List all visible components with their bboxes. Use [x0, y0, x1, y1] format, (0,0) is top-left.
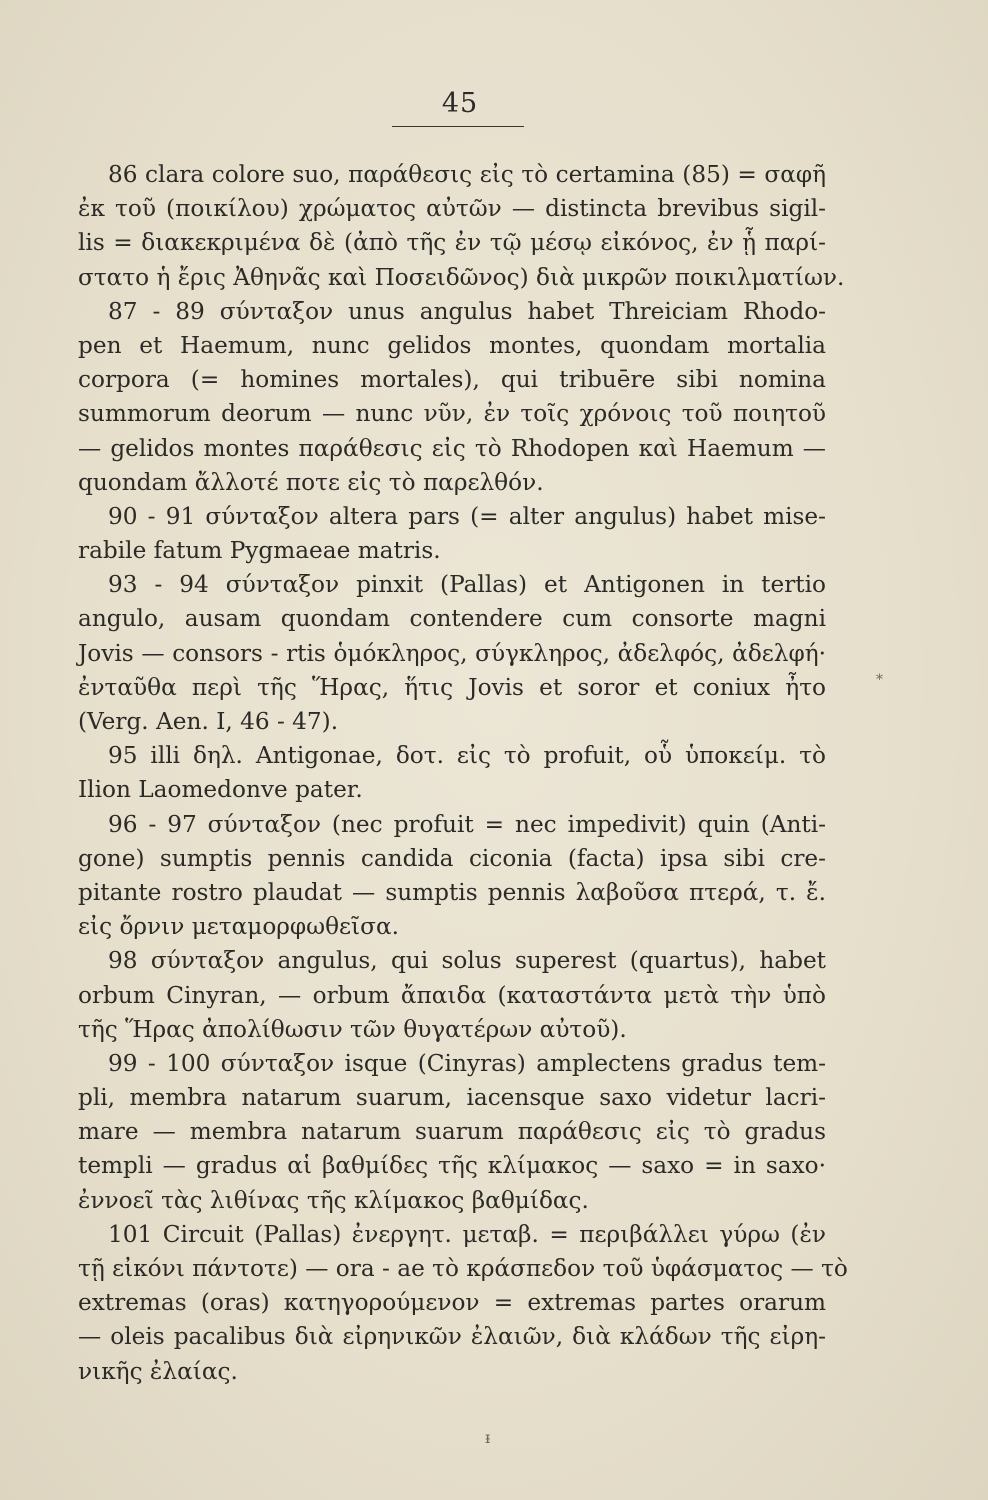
- text-line: Jovis — consors - rtis ὁμόκληρος, σύγκληρος, ἀδελφός, ἀδελφή·: [78, 639, 826, 667]
- text-line: εἰς ὄρνιν μεταμορφωθεῖσα.: [78, 913, 400, 941]
- text-line: 99 - 100 σύνταξον isque (Cinyras) amplectens gradus tem-: [108, 1049, 826, 1077]
- text-line: ἐννοεῖ τὰς λιθίνας τῆς κλίμακος βαθμίδας.: [78, 1186, 589, 1214]
- text-line: 101 Circuit (Pallas) ἐνεργητ. μεταβ. = περιβάλλει γύρω (ἐν: [108, 1220, 826, 1248]
- text-line: quondam ἄλλοτέ ποτε εἰς τὸ παρελθόν.: [78, 468, 544, 496]
- text-line: angulo, ausam quondam contendere cum consorte magni: [78, 605, 826, 633]
- text-line: orbum Cinyran, — orbum ἄπαιδα (καταστάντα μετὰ τὴν ὑπὸ: [78, 981, 826, 1009]
- text-line: (Verg. Aen. I, 46 - 47).: [78, 708, 339, 735]
- stray-print-mark: *: [876, 672, 883, 688]
- stray-print-mark: ᵻ: [485, 1428, 491, 1447]
- page-number: 45: [441, 88, 479, 119]
- text-line: Ilion Laomedonve pater.: [78, 776, 363, 804]
- text-line: τῆς Ἥρας ἀπολίθωσιν τῶν θυγατέρων αὐτοῦ).: [78, 1015, 627, 1043]
- text-line: 87 - 89 σύνταξον unus angulus habet Threiciam Rhodo-: [108, 297, 826, 325]
- commentary-text: [78, 158, 848, 1389]
- text-line: 86 clara colore suo, παράθεσις εἰς τὸ certamina (85) = σαφῆ: [108, 161, 826, 188]
- text-line: corpora (= homines mortales), qui tribuēre sibi nomina: [78, 366, 826, 394]
- text-line: rabile fatum Pygmaeae matris.: [78, 537, 441, 565]
- text-line: pli, membra natarum suarum, iacensque saxo videtur lacri-: [78, 1084, 826, 1112]
- text-line: — oleis pacalibus διὰ εἰρηνικῶν ἐλαιῶν, διὰ κλάδων τῆς εἰρη-: [78, 1323, 826, 1351]
- text-line: templi — gradus αἱ βαθμίδες τῆς κλίμακος — saxo = in saxo·: [78, 1152, 826, 1180]
- text-line: extremas (oras) κατηγορούμενον = extremas partes orarum: [78, 1289, 826, 1317]
- text-line: mare — membra natarum suarum παράθεσις εἰς τὸ gradus: [78, 1118, 826, 1146]
- text-line: — gelidos montes παράθεσις εἰς τὸ Rhodopen καὶ Haemum —: [78, 434, 826, 462]
- text-line: ἐνταῦθα περὶ τῆς Ἥρας, ἥτις Jovis et soror et coniux ἦτο: [78, 673, 826, 701]
- text-line: νικῆς ἐλαίας.: [78, 1357, 238, 1385]
- text-line: pen et Haemum, nunc gelidos montes, quondam mortalia: [78, 331, 826, 359]
- header-rule: [392, 126, 524, 127]
- text-line: ἐκ τοῦ (ποικίλου) χρώματος αὐτῶν — distincta brevibus sigil-: [78, 195, 826, 223]
- text-line: στατο ἡ ἔρις Ἀθηνᾶς καὶ Ποσειδῶνος) διὰ μικρῶν ποικιλματίων.: [78, 263, 845, 291]
- text-line: 93 - 94 σύνταξον pinxit (Pallas) et Antigonen in tertio: [108, 571, 826, 599]
- text-line: 96 - 97 σύνταξον (nec profuit = nec impedivit) quin (Anti-: [108, 810, 826, 838]
- text-line: pitante rostro plaudat — sumptis pennis λαβοῦσα πτερά, τ. ἔ.: [78, 878, 826, 906]
- text-line: τῇ εἰκόνι πάντοτε) — ora - ae τὸ κράσπεδον τοῦ ὑφάσματος — τὸ: [78, 1255, 848, 1282]
- text-line: gone) sumptis pennis candida ciconia (facta) ipsa sibi cre-: [78, 844, 826, 872]
- text-line: lis = διακεκριμένα δὲ (ἀπὸ τῆς ἐν τῷ μέσῳ εἰκόνος, ἐν ᾗ παρί-: [78, 229, 826, 257]
- text-line: 98 σύνταξον angulus, qui solus superest (quartus), habet: [108, 947, 826, 975]
- text-line: summorum deorum — nunc νῦν, ἐν τοῖς χρόνοις τοῦ ποιητοῦ: [78, 400, 826, 428]
- text-line: 90 - 91 σύνταξον altera pars (= alter angulus) habet mise-: [108, 502, 826, 530]
- text-line: 95 illi δηλ. Antigonae, δοτ. εἰς τὸ profuit, οὗ ὑποκείμ. τὸ: [108, 742, 826, 770]
